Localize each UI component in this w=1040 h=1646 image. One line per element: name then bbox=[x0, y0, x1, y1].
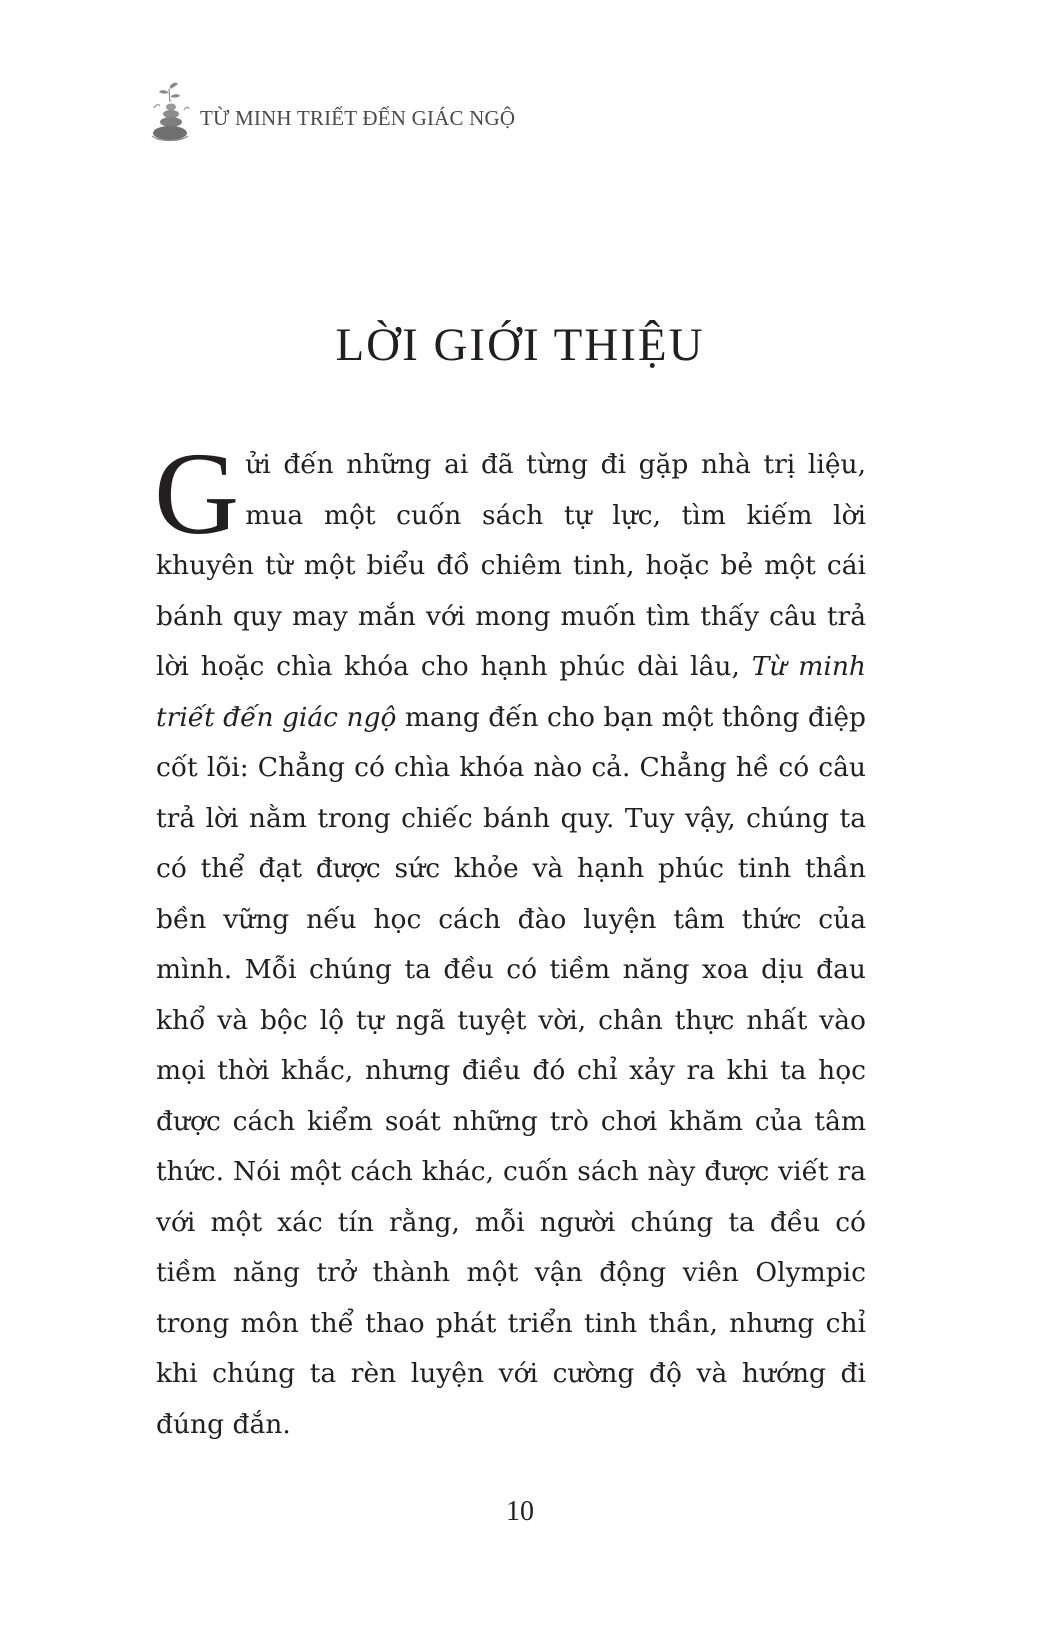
drop-cap: G bbox=[154, 428, 240, 559]
running-header-title: TỪ MINH TRIẾT ĐẾN GIÁC NGỘ bbox=[200, 105, 516, 130]
chapter-title: LỜI GIỚI THIỆU bbox=[335, 319, 705, 371]
body-paragraph bbox=[154, 428, 866, 1450]
body-text-part-1: ửi đến những ai đã từng đi gặp nhà trị liệu, mua một cuốn sách tự lực, tìm kiếm lời khuyên từ một biểu đồ chiêm tinh, hoặc bẻ một cái bánh quy may mắn với mong muốn tìm thấy câu trả lời hoặc chìa khóa cho hạnh phúc dài lâu, bbox=[156, 449, 866, 682]
book-title-italic: Từ minh triết đến giác ngộ bbox=[156, 651, 866, 733]
running-header bbox=[148, 78, 515, 148]
stacked-stones-icon bbox=[148, 80, 194, 146]
body-text-part-2: mang đến cho bạn một thông điệp cốt lõi: Chẳng có chìa khóa nào cả. Chẳng hề có câu trả lời nằm trong chiếc bánh quy. Tuy vậy, chúng ta có thể đạt được sức khỏe và hạnh phúc tinh thần bền vững nếu học cách đào luyện tâm thức của mình. Mỗi chúng ta đều có tiềm năng xoa dịu đau khổ và bộc lộ tự ngã tuyệt vời, chân thực nhất vào mọi thời khắc, nhưng điều đó chỉ xảy ra khi ta học được cách kiểm soát những trò chơi khăm của tâm thức. Nói một cách khác, cuốn sách này được viết ra với một xác tín rằng, mỗi người chúng ta đều có tiềm năng trở thành một vận động viên Olympic trong môn thể thao phát triển tinh thần, nhưng chỉ khi chúng ta rèn luyện với cường độ và hướng đi đúng đắn. bbox=[156, 701, 866, 1440]
page-number: 10 bbox=[506, 1496, 534, 1527]
